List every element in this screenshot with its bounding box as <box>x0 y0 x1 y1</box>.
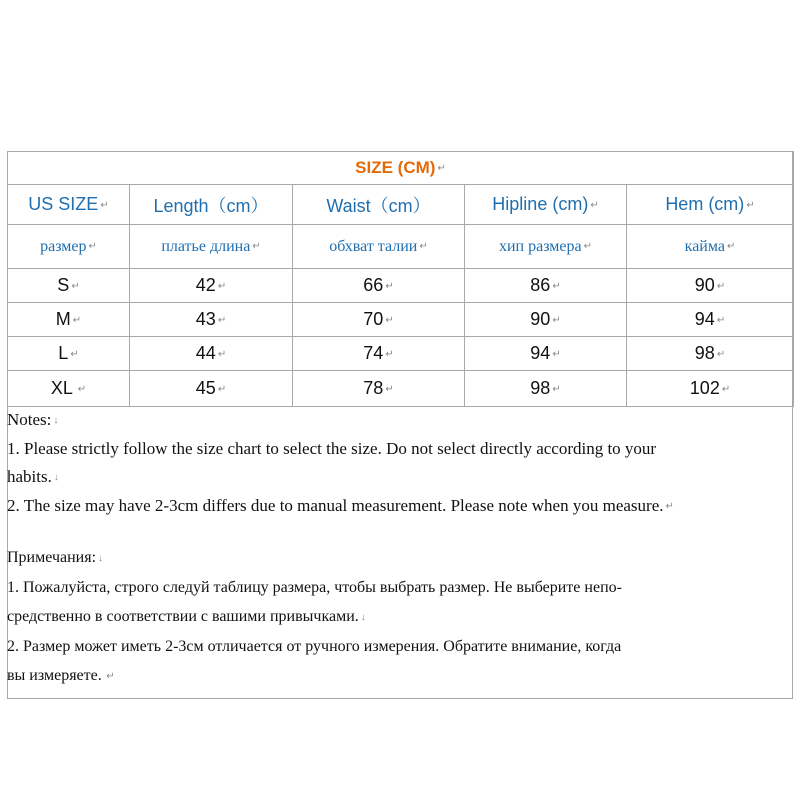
line-break-icon: ↓ <box>53 415 59 427</box>
paragraph-mark-icon: ↵ <box>252 241 261 253</box>
paragraph-mark-icon: ↵ <box>217 383 227 395</box>
paragraph-mark-icon: ↵ <box>716 280 726 292</box>
note-text: habits. <box>7 467 52 487</box>
note-ru-1 <box>7 573 787 602</box>
header-ru-size: размер <box>40 237 87 255</box>
cell-length <box>130 371 293 407</box>
cell-size <box>8 337 130 371</box>
note-text: 2. Размер может иметь 2-3см отличается от ручного измерения. Обратите внимание, когда <box>7 637 622 655</box>
cell-value: 45 <box>195 378 216 398</box>
header-length: Length（cm） <box>153 195 269 216</box>
notes-heading-en <box>7 406 787 435</box>
cell-value: 94 <box>530 343 551 363</box>
paragraph-mark-icon: ↵ <box>385 280 394 292</box>
table-row <box>8 337 794 371</box>
header-hem: Hem (cm) <box>665 194 745 214</box>
cell-length <box>130 337 293 371</box>
cell-hem <box>627 303 794 337</box>
cell-value: 78 <box>363 378 384 398</box>
cell-hip <box>465 269 627 303</box>
note-ru-2 <box>7 632 787 661</box>
note-text: вы измеряете. <box>7 666 102 684</box>
cell-value: 70 <box>363 309 384 329</box>
cell-value: XL <box>50 378 73 398</box>
paragraph-mark-icon: ↵ <box>716 314 726 326</box>
paragraph-mark-icon: ↵ <box>665 501 674 513</box>
cell-value: 86 <box>530 275 551 295</box>
paragraph-mark-icon: ↵ <box>217 280 227 292</box>
paragraph-mark-icon: ↵ <box>552 348 561 360</box>
note-text: 2. The size may have 2-3cm differs due to manual measurement. Please note when you measure. <box>7 496 664 516</box>
line-break-icon: ↓ <box>98 553 104 565</box>
table-row <box>8 371 794 407</box>
paragraph-mark-icon: ↵ <box>70 348 79 360</box>
header-cell <box>8 185 130 225</box>
cell-hip <box>465 337 627 371</box>
note-text: 1. Пожалуйста, строго следуй таблицу размера, чтобы выбрать размер. Не выберите непо- <box>7 579 622 597</box>
cell-value: 44 <box>195 343 216 363</box>
paragraph-mark-icon: ↵ <box>437 163 446 175</box>
paragraph-mark-icon: ↵ <box>385 383 394 395</box>
cell-value: 90 <box>530 309 551 329</box>
cell-size <box>8 371 130 407</box>
header-ru-hip: хип размера <box>498 237 582 255</box>
note-text: средственно в соответствии с вашими привычками. <box>7 608 359 626</box>
cell-hem <box>627 371 794 407</box>
paragraph-mark-icon: ↵ <box>217 314 227 326</box>
header-row-russian <box>8 225 794 269</box>
paragraph-mark-icon: ↵ <box>100 199 109 211</box>
cell-value: 102 <box>689 378 720 398</box>
spacer <box>7 521 787 543</box>
cell-value: 66 <box>363 275 384 295</box>
cell-hip <box>465 303 627 337</box>
header-cell <box>465 225 627 269</box>
paragraph-mark-icon: ↵ <box>583 241 593 253</box>
cell-value: 43 <box>195 309 216 329</box>
table-title: SIZE (CM) <box>355 158 436 177</box>
cell-hip <box>465 371 627 407</box>
header-cell <box>627 225 794 269</box>
paragraph-mark-icon: ↵ <box>88 241 97 253</box>
header-cell <box>293 225 465 269</box>
cell-size <box>8 269 130 303</box>
note-en-1 <box>7 435 787 463</box>
header-row-english <box>8 185 794 225</box>
cell-value: L <box>58 343 69 363</box>
note-text: 1. Please strictly follow the size chart to select the size. Do not select directly according to your <box>7 439 657 459</box>
cell-length <box>130 269 293 303</box>
cell-value: 42 <box>195 275 216 295</box>
paragraph-mark-icon: ↵ <box>217 348 227 360</box>
cell-value: 98 <box>530 378 551 398</box>
paragraph-mark-icon: ↵ <box>552 314 561 326</box>
size-table <box>7 151 794 407</box>
paragraph-mark-icon: ↵ <box>726 241 736 253</box>
cell-waist <box>293 269 465 303</box>
header-ru-hem: кайма <box>684 237 725 255</box>
paragraph-mark-icon: ↵ <box>103 670 115 682</box>
table-row <box>8 303 794 337</box>
header-cell <box>130 225 293 269</box>
table-title-row <box>8 152 794 185</box>
cell-waist <box>293 303 465 337</box>
note-en-2 <box>7 492 787 521</box>
cell-value: 94 <box>694 309 715 329</box>
cell-length <box>130 303 293 337</box>
paragraph-mark-icon: ↵ <box>552 383 561 395</box>
cell-value: 90 <box>694 275 715 295</box>
table-row <box>8 269 794 303</box>
header-ru-waist: обхват талии <box>329 237 418 255</box>
cell-size <box>8 303 130 337</box>
header-cell <box>130 185 293 225</box>
paragraph-mark-icon: ↵ <box>385 348 394 360</box>
cell-value: S <box>57 275 70 295</box>
paragraph-mark-icon: ↵ <box>71 280 80 292</box>
cell-value: 74 <box>363 343 384 363</box>
notes-heading-text: Примечания: <box>7 549 97 567</box>
header-ru-length: платье длина <box>161 237 251 255</box>
paragraph-mark-icon: ↵ <box>746 199 755 211</box>
header-cell <box>293 185 465 225</box>
notes-heading-ru <box>7 543 787 573</box>
notes-section <box>7 406 787 691</box>
paragraph-mark-icon: ↵ <box>552 280 561 292</box>
header-cell <box>627 185 794 225</box>
cell-waist <box>293 371 465 407</box>
note-en-1-cont <box>7 463 787 492</box>
line-break-icon: ↓ <box>53 472 59 484</box>
notes-heading-text: Notes: <box>7 410 52 429</box>
header-hipline: Hipline (cm) <box>492 194 589 214</box>
paragraph-mark-icon: ↵ <box>590 199 599 211</box>
note-ru-1-cont <box>7 602 787 632</box>
cell-hem <box>627 269 794 303</box>
paragraph-mark-icon: ↵ <box>716 348 726 360</box>
paragraph-mark-icon: ↵ <box>74 383 87 395</box>
table-title-cell <box>8 152 794 185</box>
cell-value: M <box>55 309 71 329</box>
cell-waist <box>293 337 465 371</box>
header-us-size: US SIZE <box>28 194 99 214</box>
cell-hem <box>627 337 794 371</box>
note-ru-2-cont <box>7 661 787 691</box>
line-break-icon: ↓ <box>360 611 366 623</box>
paragraph-mark-icon: ↵ <box>72 314 82 326</box>
paragraph-mark-icon: ↵ <box>419 241 428 253</box>
cell-value: 98 <box>694 343 715 363</box>
paragraph-mark-icon: ↵ <box>721 383 731 395</box>
header-waist: Waist（cm） <box>326 195 431 216</box>
paragraph-mark-icon: ↵ <box>385 314 394 326</box>
header-cell <box>465 185 627 225</box>
header-cell <box>8 225 130 269</box>
